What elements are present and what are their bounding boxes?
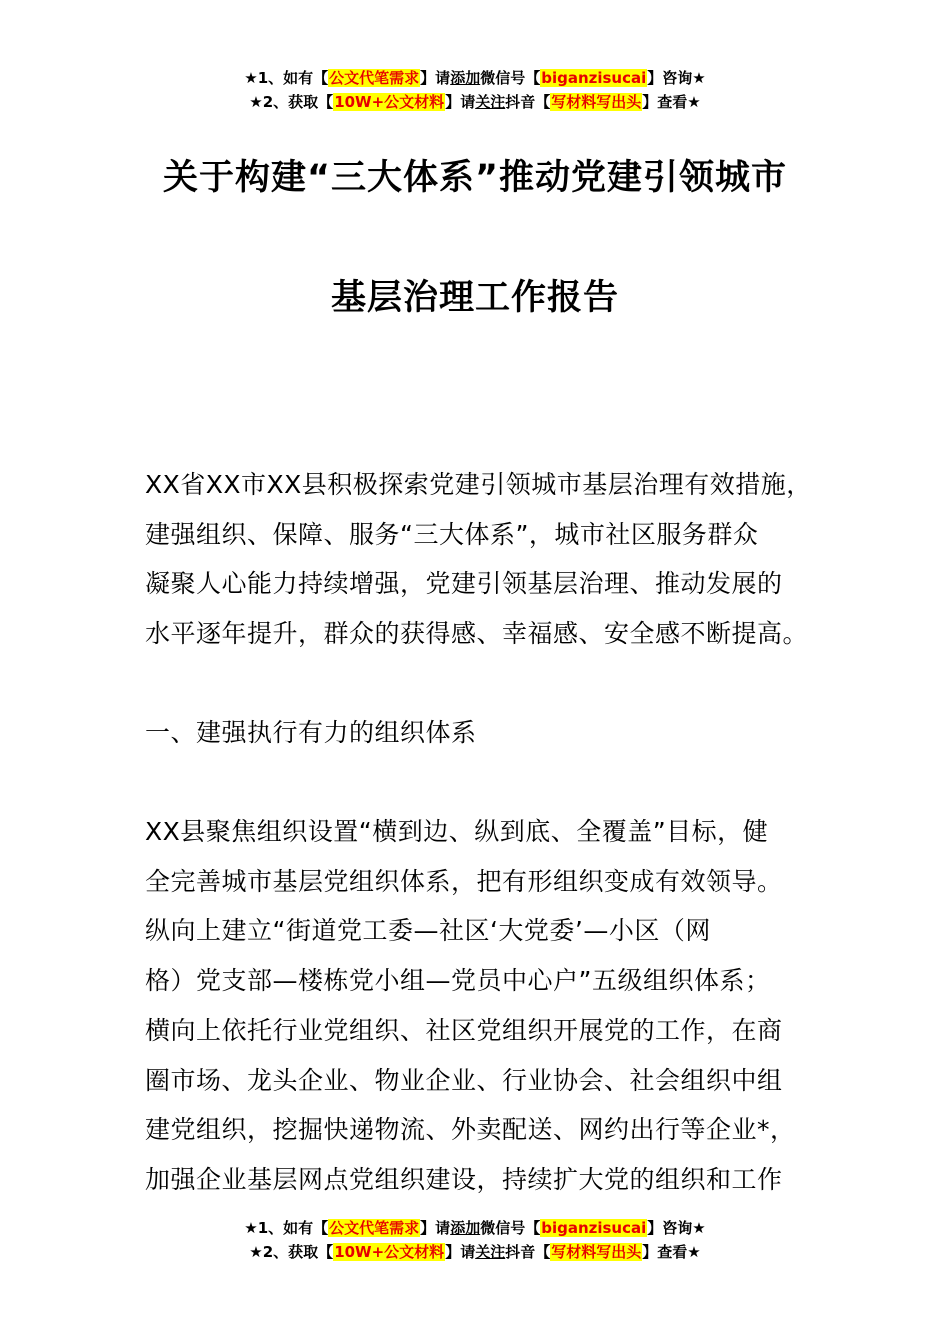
- banner-text: 】请: [420, 69, 451, 87]
- banner-highlight: biganzisucai: [541, 1219, 647, 1237]
- banner-highlight: 10W+公文材料: [334, 1243, 445, 1261]
- intro-paragraph: [145, 460, 835, 659]
- banner-line-2: [0, 90, 950, 114]
- banner-text: ★1、如有【: [244, 1219, 329, 1237]
- paragraph-line: 加强企业基层网点党组织建设，持续扩大党的组织和工作: [145, 1164, 783, 1194]
- banner-text: 】请: [445, 93, 476, 111]
- banner-text: 】请: [420, 1219, 451, 1237]
- paragraph-line: 建党组织，挖掘快递物流、外卖配送、网约出行等企业*，: [145, 1115, 796, 1145]
- banner-text: 抖音【: [505, 93, 551, 111]
- banner-highlight: 写材料写出头: [551, 93, 642, 111]
- banner-text: ★1、如有【: [244, 69, 329, 87]
- banner-text: 抖音【: [505, 1243, 551, 1261]
- paragraph-line: 全完善城市基层党组织体系，把有形组织变成有效领导。: [145, 866, 783, 896]
- paragraph-line: 建强组织、保障、服务“三大体系”，城市社区服务群众: [145, 519, 759, 549]
- banner-underlined-text: 关注: [475, 93, 506, 111]
- banner-text: 】咨询★: [647, 69, 706, 87]
- banner-text: 】请: [445, 1243, 476, 1261]
- banner-highlight: 10W+公文材料: [334, 93, 445, 111]
- paragraph-line: 横向上依托行业党组织、社区党组织开展党的工作，在商: [145, 1015, 783, 1045]
- banner-underlined-text: 添加: [450, 1219, 481, 1237]
- section-heading-1: [145, 708, 835, 758]
- paragraph-line: 圈市场、龙头企业、物业企业、行业协会、社会组织中组: [145, 1065, 783, 1095]
- section-heading-text: 一、建强执行有力的组织体系: [145, 718, 477, 747]
- bottom-banner: [0, 1216, 950, 1264]
- banner-text: ★2、获取【: [249, 1243, 334, 1261]
- banner-highlight: 写材料写出头: [551, 1243, 642, 1261]
- section-1-paragraph: [145, 807, 835, 1205]
- banner-highlight: 公文代笔需求: [329, 69, 420, 87]
- banner-line-1: [0, 1216, 950, 1240]
- banner-highlight: biganzisucai: [541, 69, 647, 87]
- banner-highlight: 公文代笔需求: [329, 1219, 420, 1237]
- paragraph-line: 格）党支部—楼栋党小组—党员中心户”五级组织体系；: [145, 966, 771, 996]
- banner-underlined-text: 添加: [450, 69, 481, 87]
- paragraph-line: XX县聚焦组织设置“横到边、纵到底、全覆盖”目标，健: [145, 817, 769, 846]
- document-title-line-1: 关于构建“三大体系”推动党建引领城市: [162, 158, 787, 198]
- document-title-line-2: 基层治理工作报告: [330, 278, 619, 318]
- paragraph-line: 水平逐年提升，群众的获得感、幸福感、安全感不断提高。: [145, 619, 809, 649]
- banner-text: 微信号【: [480, 1219, 541, 1237]
- banner-text: ★2、获取【: [249, 93, 334, 111]
- banner-line-2: [0, 1240, 950, 1264]
- paragraph-line: 纵向上建立“街道党工委—社区‘大党委’—小区（网: [145, 916, 711, 946]
- banner-line-1: [0, 66, 950, 90]
- banner-underlined-text: 关注: [475, 1243, 506, 1261]
- banner-text: 】查看★: [642, 93, 701, 111]
- banner-text: 微信号【: [480, 69, 541, 87]
- banner-text: 】查看★: [642, 1243, 701, 1261]
- paragraph-line: 凝聚人心能力持续增强，党建引领基层治理、推动发展的: [145, 569, 783, 599]
- paragraph-line: XX省XX市XX县积极探索党建引领城市基层治理有效措施，: [145, 470, 812, 499]
- top-banner: [0, 66, 950, 114]
- banner-text: 】咨询★: [647, 1219, 706, 1237]
